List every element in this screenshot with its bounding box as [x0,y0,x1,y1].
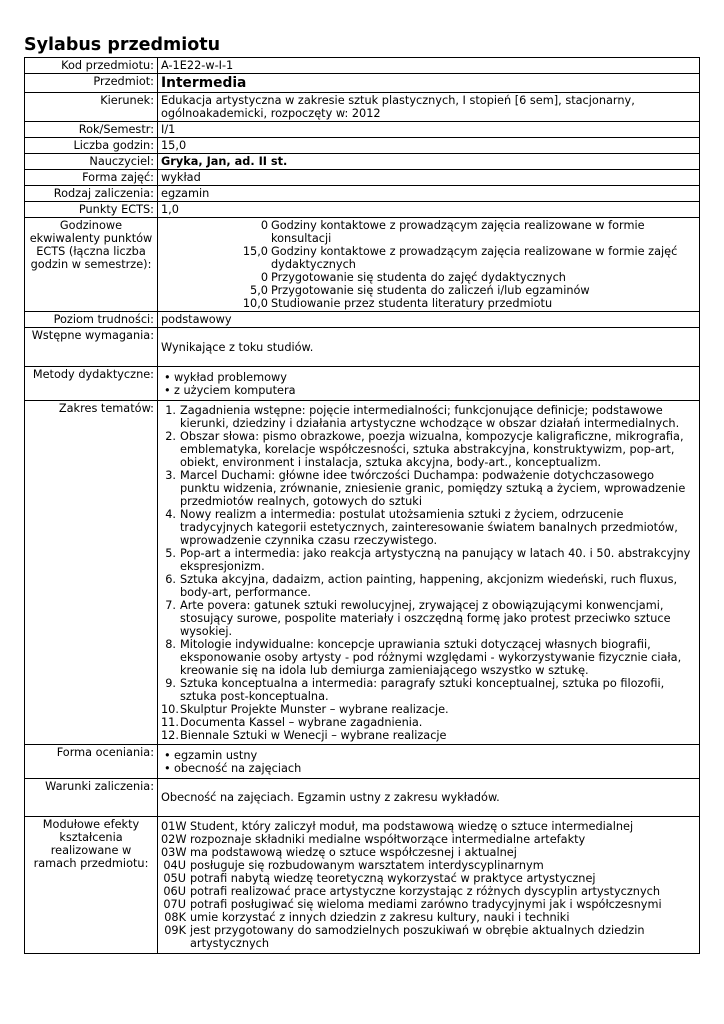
ects-hours-item [161,297,696,310]
effect-item [161,833,696,846]
effect-item [161,846,696,859]
label-rok: Rok/Semestr: [25,122,158,138]
ects-hours-item [161,219,696,245]
effect-item [161,924,696,950]
topic-text: Documenta Kassel – wybrane zagadnienia. [180,716,423,729]
label-ekwiwalenty: Godzinowe ekwiwalenty punktów ECTS (łączna liczba godzin w semestrze): [25,218,158,312]
topic-text: Skulptur Projekte Munster – wybrane realizacje. [180,703,449,716]
list-item: • obecność na zajęciach [161,762,696,775]
row-godziny [25,138,700,154]
ects-hours-item [161,271,696,284]
hours-value: 15,0 [242,245,268,258]
effect-item [161,820,696,833]
effect-code: 08K [164,911,186,924]
value-przedmiot: Intermedia [158,74,700,93]
ects-hours-item [161,245,696,271]
hours-text: Studiowanie przez studenta literatury przedmiotu [271,297,553,310]
effect-text: rozpoznaje składniki medialne współtworzące intermedialne artefakty [190,833,586,846]
effect-code: 06U [163,885,186,898]
effect-code: 09K [164,924,186,937]
effect-text: ma podstawową wiedzę o sztuce współczesnej i aktualnej [190,846,517,859]
label-ects: Punkty ECTS: [25,202,158,218]
topic-number: 11. [161,716,179,729]
effect-text: jest przygotowany do samodzielnych poszukiwań w obrębie aktualnych dziedzin artystycznych [190,924,645,950]
row-forma [25,170,700,186]
value-ects: 1,0 [158,202,700,218]
topic-item [161,404,696,430]
topic-item [161,430,696,469]
value-kierunek: Edukacja artystyczna w zakresie sztuk plastycznych, I stopień [6 sem], stacjonarny, ogólnoakademicki, rozpoczęty w: 2012 [158,93,700,122]
topic-text: Zagadnienia wstępne: pojęcie intermedialności; funkcjonujące definicje; podstawowe kierunki, dziedziny i działania artystyczne wchodzące w obszar działań intermedialnych. [180,404,680,430]
topic-number: 6. [165,573,176,586]
label-metody: Metody dydaktyczne: [25,367,158,401]
effect-text: potrafi realizować prace artystyczne korzystając z różnych dyscyplin artystycznych [190,885,661,898]
topic-text: Biennale Sztuki w Wenecji – wybrane realizacje [180,729,447,742]
row-ocenianie [25,745,700,779]
methods-list [161,371,696,397]
label-kierunek: Kierunek: [25,93,158,122]
effect-item [161,911,696,924]
list-item: • z użyciem komputera [161,384,696,397]
hours-value: 0 [260,271,268,284]
row-rodzaj [25,186,700,202]
row-ects [25,202,700,218]
label-kod: Kod przedmiotu: [25,58,158,74]
row-zakres [25,401,700,745]
value-nauczyciel: Gryka, Jan, ad. II st. [158,154,700,170]
label-rodzaj: Rodzaj zaliczenia: [25,186,158,202]
topic-item [161,638,696,677]
ects-hours-list [158,218,700,312]
label-ocenianie: Forma oceniania: [25,745,158,779]
topic-item [161,716,696,729]
topic-number: 1. [165,404,176,417]
topic-item [161,729,696,742]
effect-text: potrafi posługiwać się wieloma mediami zarówno tradycyjnymi jak i współczesnymi [190,898,662,911]
effect-text: posługuje się rozbudowanym warsztatem interdyscyplinarnym [190,859,544,872]
effect-code: 03W [161,846,187,859]
value-rodzaj: egzamin [158,186,700,202]
row-nauczyciel [25,154,700,170]
effect-text: Student, który zaliczył moduł, ma podstawową wiedzę o sztuce intermedialnej [190,820,634,833]
topic-item [161,599,696,638]
effects-list [158,817,700,954]
row-kierunek [25,93,700,122]
row-ekwiwalenty [25,218,700,312]
topic-text: Marcel Duchami: główne idee twórczości Duchampa: podważenie dotychczasowego punktu widzenia, zrównanie, zniesienie granic, pomiędzy sztuką a życiem, wprowadzenie przedmiotów realnych, gotowych do sztuki [180,469,686,508]
topic-number: 3. [165,469,176,482]
topic-text: Nowy realizm a intermedia: postulat utożsamienia sztuki z życiem, odrzucenie tradycyjnych kategorii estetycznych, zainteresowanie światem banalnych przedmiotów, wprowadzenie czynnika czasu rzeczywistego. [180,508,678,547]
topic-text: Mitologie indywidualne: koncepcje uprawiania sztuki dotyczącej własnych biografii, eksponowanie osoby artysty - pod różnymi względami - wykorzystywanie fizycznie ciała, kreowanie się na idola lub demiurga zamieniającego wszystko w sztukę. [180,638,682,677]
label-zakres: Zakres tematów: [25,401,158,745]
row-warunki [25,779,700,817]
row-przedmiot [25,74,700,93]
value-wymagania: Wynikające z toku studiów. [158,328,700,367]
syllabus-table [24,57,700,954]
value-warunki: Obecność na zajęciach. Egzamin ustny z zakresu wykładów. [158,779,700,817]
topic-number: 5. [165,547,176,560]
value-rok: I/1 [158,122,700,138]
hours-value: 10,0 [242,297,268,310]
hours-text: Przygotowanie się studenta do zaliczeń i/lub egzaminów [271,284,590,297]
topic-item [161,508,696,547]
topic-text: Sztuka akcyjna, dadaizm, action painting, happening, akcjonizm wiedeński, ruch fluxus, body-art, performance. [180,573,678,599]
hours-value: 5,0 [250,284,268,297]
topic-item [161,703,696,716]
topic-item [161,469,696,508]
topic-number: 9. [165,677,176,690]
effect-text: potrafi nabytą wiedzę teoretyczną wykorzystać w praktyce artystycznej [190,872,596,885]
label-efekty: Modułowe efekty kształcenia realizowane w ramach przedmiotu: [25,817,158,954]
topic-item [161,547,696,573]
label-nauczyciel: Nauczyciel: [25,154,158,170]
row-metody [25,367,700,401]
effect-item [161,859,696,872]
value-forma: wykład [158,170,700,186]
list-item: • wykład problemowy [161,371,696,384]
topic-number: 10. [161,703,179,716]
page-title: Sylabus przedmiotu [24,35,221,55]
list-item: • egzamin ustny [161,749,696,762]
hours-text: Przygotowanie się studenta do zajęć dydaktycznych [271,271,566,284]
topic-number: 2. [165,430,176,443]
topic-text: Sztuka konceptualna a intermedia: paragrafy sztuki konceptualnej, sztuka po filozofii, sztuka post-konceptualna. [180,677,665,703]
topics-list [158,401,700,745]
effect-item [161,898,696,911]
effect-item [161,872,696,885]
topic-number: 7. [165,599,176,612]
row-efekty [25,817,700,954]
effect-code: 07U [163,898,186,911]
label-warunki: Warunki zaliczenia: [25,779,158,817]
label-godziny: Liczba godzin: [25,138,158,154]
hours-text: Godziny kontaktowe z prowadzącym zajęcia realizowane w formie zajęć dydaktycznych [271,245,678,271]
value-kod: A-1E22-w-I-1 [158,58,700,74]
topic-number: 12. [161,729,179,742]
row-wymagania [25,328,700,367]
label-wymagania: Wstępne wymagania: [25,328,158,367]
effect-code: 04U [163,859,186,872]
topic-item [161,677,696,703]
assessment-list [161,749,696,775]
ects-hours-item [161,284,696,297]
hours-text: Godziny kontaktowe z prowadzącym zajęcia realizowane w formie konsultacji [271,219,645,245]
topic-number: 8. [165,638,176,651]
label-forma: Forma zajęć: [25,170,158,186]
effect-code: 01W [161,820,187,833]
topic-text: Obszar słowa: pismo obrazkowe, poezja wizualna, kompozycje kaligraficzne, mikrografia, emblematyka, korelacje współczesności, sztuka abstrakcyjna, konstruktywizm, pop-art, obiekt, environment i instalacja, sztuka akcyjna, body-art., konceptualizm. [180,430,684,469]
topic-number: 4. [165,508,176,521]
value-godziny: 15,0 [158,138,700,154]
effect-text: umie korzystać z innych dziedzin z zakresu kultury, nauki i techniki [190,911,570,924]
label-poziom: Poziom trudności: [25,312,158,328]
topic-item [161,573,696,599]
value-poziom: podstawowy [158,312,700,328]
effect-code: 05U [163,872,186,885]
row-kod [25,58,700,74]
row-rok [25,122,700,138]
effect-item [161,885,696,898]
topic-text: Pop-art a intermedia: jako reakcja artystyczną na panujący w latach 40. i 50. abstrakcyjny ekspresjonizm. [180,547,691,573]
label-przedmiot: Przedmiot: [25,74,158,93]
topic-text: Arte povera: gatunek sztuki rewolucyjnej, zrywającej z obowiązującymi konwencjami, stosujący surowe, pospolite materiały i oszczędną formę jako protest przeciwko sztuce wysokiej. [180,599,671,638]
hours-value: 0 [260,219,268,232]
row-poziom [25,312,700,328]
effect-code: 02W [161,833,187,846]
